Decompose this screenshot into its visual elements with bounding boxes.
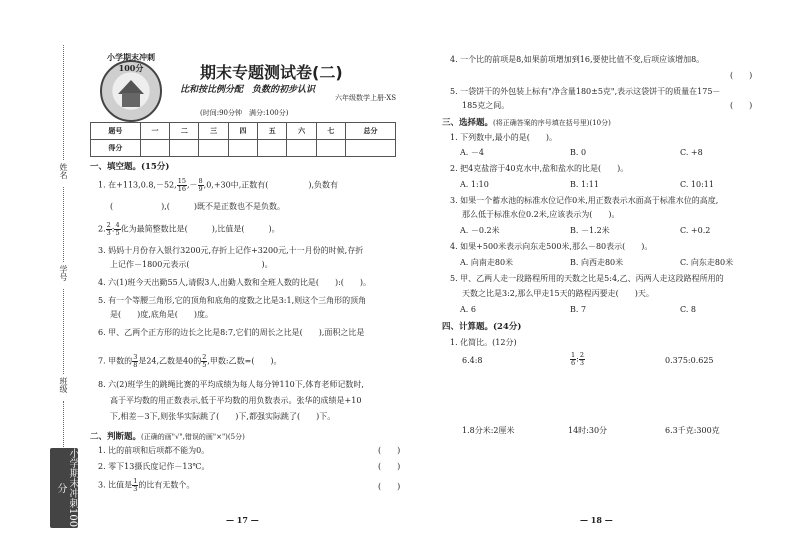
cut-line [63,45,64,160]
answer-paren[interactable]: ( ) [378,446,401,455]
series-seal [100,52,162,122]
answer-paren[interactable]: ( ) [730,101,753,110]
house-icon [118,80,144,94]
choice-1: 1. 下列数中,最小的是( )。 [450,133,557,142]
page-title: 期末专题测试卷(二) [200,63,343,82]
option-a[interactable]: A. 1:10 [460,180,489,189]
option-b[interactable]: B. 向西走80米 [570,258,624,267]
choice-2: 2. 把4克盐溶于40克水中,盐和盐水的比是( )。 [450,164,629,173]
option-c[interactable]: C. +0.2 [680,226,711,235]
page-number-right: — 18 — [580,515,613,525]
answer-paren[interactable]: ( ) [378,482,401,491]
time-score-meta: (时间:90分钟 满分:100分) [200,109,289,117]
id-label: 学号 [59,265,68,281]
judge-4: 4. 一个比的前项是8,如果前项增加到16,要使比值不变,后项应该增加8。 [450,55,705,64]
option-a[interactable]: A. －4 [460,148,484,157]
cut-line [63,187,64,262]
class-label: 班级 [59,377,68,393]
option-b[interactable]: B. 0 [570,148,587,157]
name-label: 姓名 [59,163,68,179]
question-1-cont: ( ),( )既不是正数也不是负数。 [110,202,286,211]
option-b[interactable]: B. －1.2米 [570,226,610,235]
grade-label: 六年级数学上册·XS [335,94,397,102]
choice-5: 5. 甲、乙两人走一段路程所用的天数之比是5:4,乙、丙两人走这段路程所用的 [450,274,724,283]
option-c[interactable]: C. 8 [680,305,697,314]
question-8: 8. 六(2)班学生的跳绳比赛的平均成绩为每人每分钟110下,体育老师记数时, [98,380,364,389]
ratio-expr: 14时:30分 [568,426,608,435]
calc-1: 1. 化简比。(12分) [450,338,517,347]
score-table [90,122,396,157]
answer-paren[interactable]: ( ) [730,71,753,80]
ratio-expr: $\frac{1}{6}$ : $\frac{2}{3}$ [571,351,584,367]
question-3: 3. 妈妈十月份存入银行3200元,存折上记作+3200元,十一月份的时候,存折 [98,246,364,255]
question-8-cont2: 下,相差－3下,则张华实际跳了( )下,都强实际跳了( )下。 [110,412,336,421]
question-6: 6. 甲、乙两个正方形的边长之比是8:7,它们的周长之比是( ),面积之比是 [98,328,365,337]
answer-paren[interactable]: ( ) [378,462,401,471]
judge-5-cont: 185克之间。 [462,101,510,110]
cut-line [63,289,64,374]
table-row: 题号 一 二 三 四 五 六 七 总分 [91,123,396,140]
choice-5-cont: 天数之比是3:2,那么甲走15天的路程丙要走( )天。 [462,289,654,298]
section-true-false: 二、判断题。(正确的画"√",错误的画"×")(5分) [90,432,245,442]
brand-logo: 小学期末冲刺100分 [50,448,78,528]
option-b[interactable]: B. 1:11 [570,180,599,189]
page-subtitle: 比和按比例分配 负数的初步认识 [180,85,316,95]
question-1: 1. 在+113,0.8,－52, $\frac{15}{16}$ ,－ $\frac{8}{9}$ ,0,+30中,正数有( ),负数有 [98,177,339,193]
question-4: 4. 六(1)班今天出勤55人,请假3人,出勤人数和全班人数的比是( ):( )。 [98,278,372,287]
option-a[interactable]: A. －0.2米 [460,226,500,235]
ratio-expr: 1.8分米:2厘米 [462,426,515,435]
question-3-cont: 上记作－1800元表示( )。 [110,260,273,269]
section-fill-in: 一、填空题。(15分) [90,162,170,172]
option-b[interactable]: B. 7 [570,305,587,314]
question-8-cont: 高于平均数的用正数表示,低于平均数的用负数表示。张华的成绩是+10 [110,396,362,405]
choice-3: 3. 如果一个蓄水池的标准水位记作0米,用正数表示水面高于标准水位的高度, [450,196,719,205]
seal-text: 小学期末冲刺100分 [107,52,155,73]
option-c[interactable]: C. +8 [680,148,703,157]
ratio-expr: 6.3千克:300克 [665,426,720,435]
option-a[interactable]: A. 6 [460,305,476,314]
choice-4: 4. 如果+500米表示向东走500米,那么－80表示( )。 [450,242,653,251]
question-5-cont: 是( )度,底角是( )度。 [110,310,214,319]
table-row: 得分 [91,140,396,157]
ratio-expr: 6.4:8 [462,356,483,365]
option-a[interactable]: A. 向南走80米 [460,258,514,267]
question-7: 7. 甲数的 $\frac{3}{8}$ 是24,乙数是40的 $\frac{2}{5}$ ,甲数:乙数=( )。 [98,353,282,369]
page-number-left: — 17 — [226,515,259,525]
section-choice: 三、选择题。(将正确答案的序号填在括号里)(10分) [442,118,611,128]
ratio-expr: 0.375:0.625 [665,356,714,365]
option-c[interactable]: C. 10:11 [680,180,714,189]
option-c[interactable]: C. 向东走80米 [680,258,734,267]
judge-1: 1. 比的前项和后项都不能为0。 [98,446,210,455]
judge-2: 2. 零下13摄氏度记作－13℃。 [98,462,210,471]
judge-3: 3. 比值是 $\frac{1}{3}$ 的比有无数个。 [98,477,195,493]
section-calculation: 四、计算题。(24分) [442,322,522,332]
question-5: 5. 有一个等腰三角形,它的顶角和底角的度数之比是3:1,则这个三角形的顶角 [98,296,367,305]
choice-3-cont: 那么低于标准水位0.2米,应该表示为( )。 [462,210,620,219]
question-2: 2. $\frac{2}{3}$ : $\frac{4}{5}$ 化为最简整数比是( ),比值是( )。 [98,221,280,237]
judge-5: 5. 一袋饼干的外包装上标有"净含量180±5克",表示这袋饼干的质量在175－ [450,87,721,96]
